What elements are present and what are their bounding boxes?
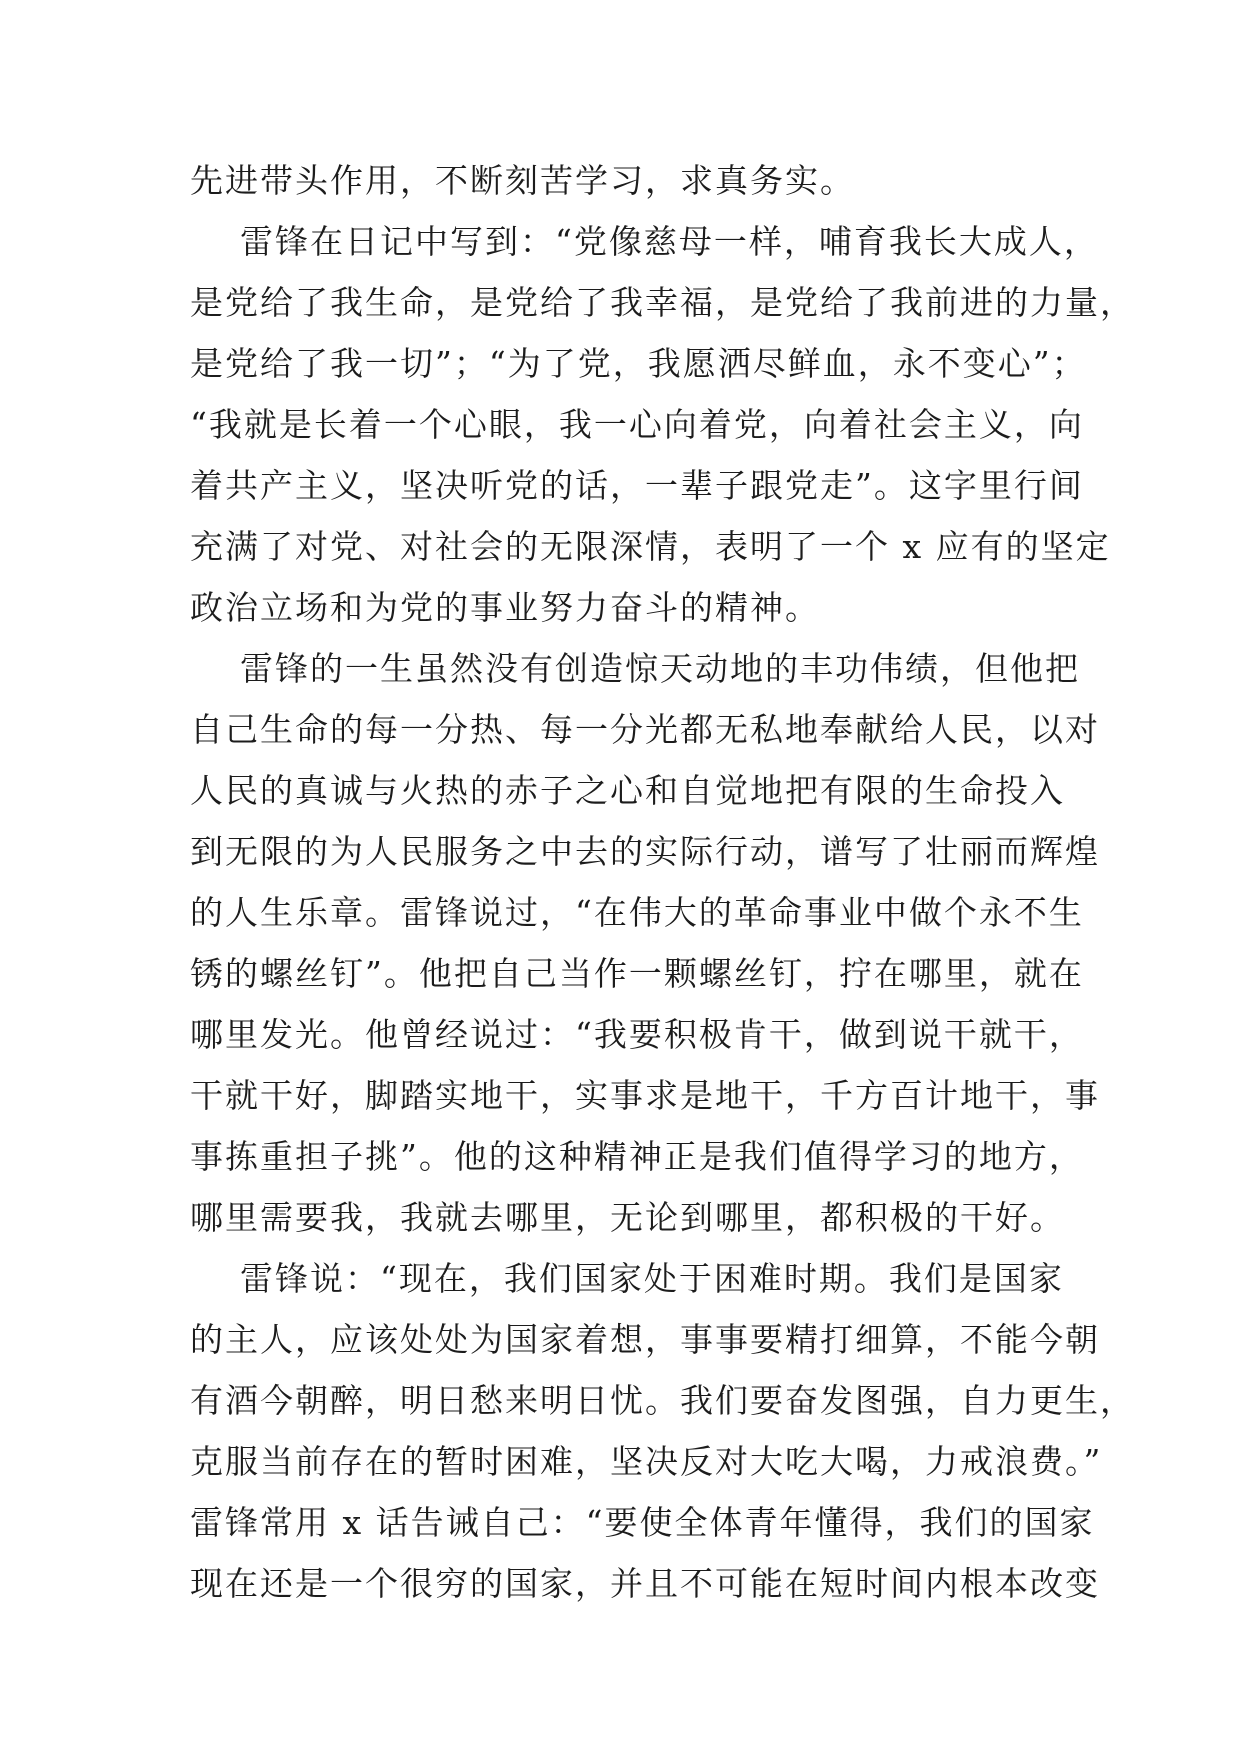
text-line: 着共产主义，坚决听党的话，一辈子跟党走”。这字里行间 xyxy=(190,466,1084,505)
text-line: 雷锋的一生虽然没有创造惊天动地的丰功伟绩，但他把 xyxy=(190,649,1080,688)
text-line: 雷锋说：“现在，我们国家处于困难时期。我们是国家 xyxy=(190,1259,1064,1298)
text-line: 的主人，应该处处为国家着想，事事要精打细算，不能今朝 xyxy=(190,1320,1100,1359)
text-line: “我就是长着一个心眼，我一心向着党，向着社会主义，向 xyxy=(190,405,1084,444)
text-line: 人民的真诚与火热的赤子之心和自觉地把有限的生命投入 xyxy=(190,771,1065,810)
text-line: 现在还是一个很穷的国家，并且不可能在短时间内根本改变 xyxy=(190,1564,1100,1603)
text-line: 哪里发光。他曾经说过：“我要积极肯干，做到说干就干， xyxy=(190,1015,1084,1054)
text-line: 充满了对党、对社会的无限深情，表明了一个 x 应有的坚定 xyxy=(190,527,1111,566)
text-line: 先进带头作用，不断刻苦学习，求真务实。 xyxy=(190,161,855,200)
text-line: 事拣重担子挑”。他的这种精神正是我们值得学习的地方， xyxy=(190,1137,1084,1176)
text-line: 是党给了我一切”；“为了党，我愿洒尽鲜血，永不变心”； xyxy=(190,344,1087,383)
text-line: 干就干好，脚踏实地干，实事求是地干，千方百计地干，事 xyxy=(190,1076,1100,1115)
text-line: 哪里需要我，我就去哪里，无论到哪里，都积极的干好。 xyxy=(190,1198,1065,1237)
text-line: 是党给了我生命，是党给了我幸福，是党给了我前进的力量， xyxy=(190,283,1135,322)
text-line: 克服当前存在的暂时困难，坚决反对大吃大喝，力戒浪费。” xyxy=(190,1442,1103,1481)
body-text xyxy=(190,150,1135,1614)
text-line: 政治立场和为党的事业努力奋斗的精神。 xyxy=(190,588,820,627)
text-line: 雷锋在日记中写到：“党像慈母一样，哺育我长大成人， xyxy=(190,222,1099,261)
text-line: 雷锋常用 x 话告诫自己：“要使全体青年懂得，我们的国家 xyxy=(190,1503,1095,1542)
text-line: 锈的螺丝钉”。他把自己当作一颗螺丝钉，拧在哪里，就在 xyxy=(190,954,1084,993)
text-line: 自己生命的每一分热、每一分光都无私地奉献给人民，以对 xyxy=(190,710,1100,749)
text-line: 有酒今朝醉，明日愁来明日忧。我们要奋发图强，自力更生， xyxy=(190,1381,1135,1420)
text-line: 的人生乐章。雷锋说过，“在伟大的革命事业中做个永不生 xyxy=(190,893,1084,932)
text-line: 到无限的为人民服务之中去的实际行动，谱写了壮丽而辉煌 xyxy=(190,832,1100,871)
